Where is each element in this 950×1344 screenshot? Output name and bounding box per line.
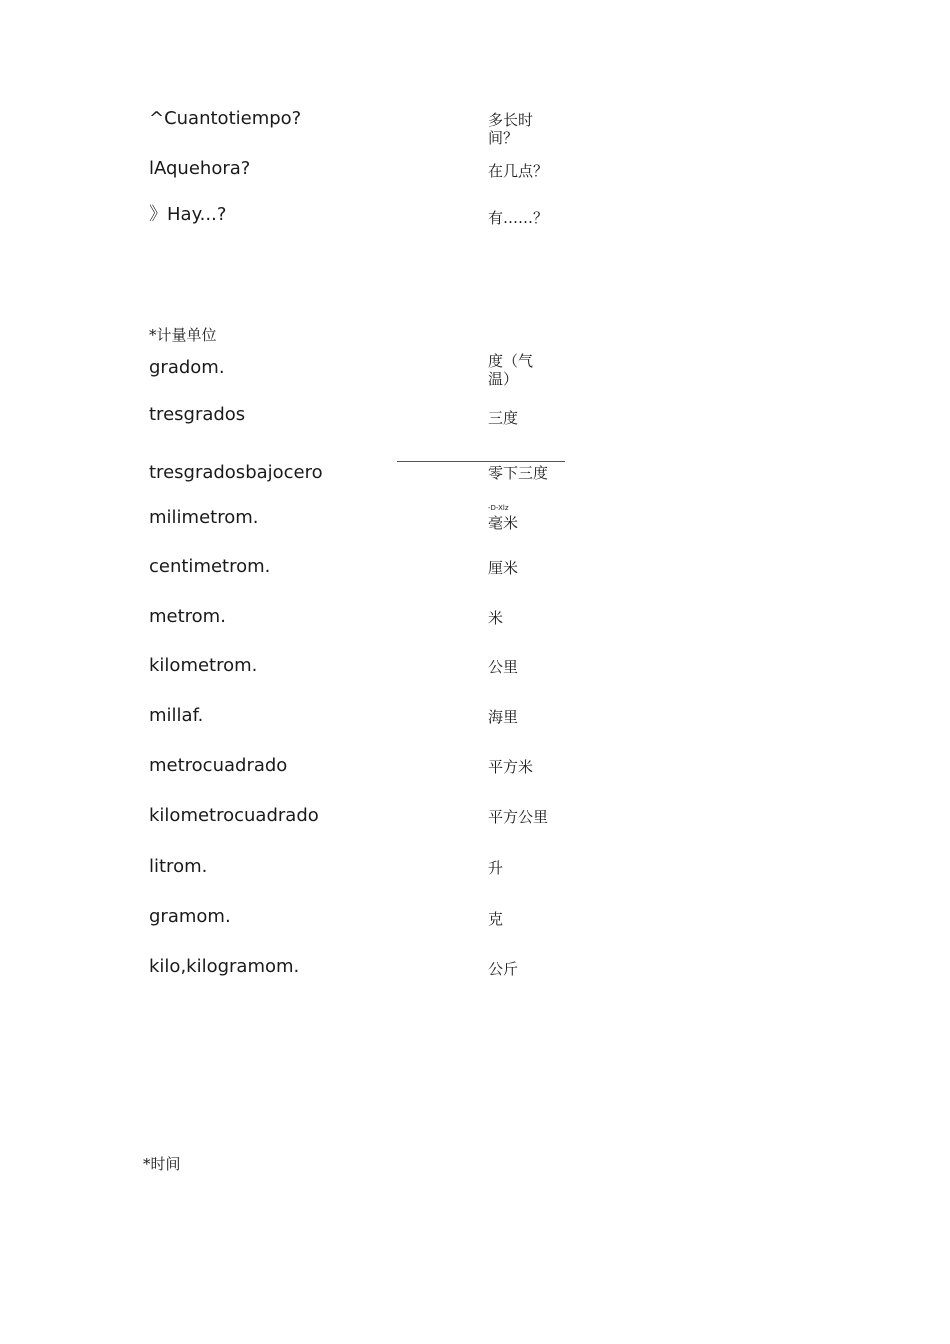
unit-es-bajocero: tresgradosbajocero: [149, 462, 323, 483]
unit-es-metro: metrom.: [149, 606, 226, 627]
unit-es-kilometrocuadrado: kilometrocuadrado: [149, 805, 319, 826]
question-es-2: lAquehora?: [149, 158, 251, 179]
units-heading: *计量单位: [149, 326, 217, 344]
unit-zh-tresgrados: 三度: [488, 409, 519, 427]
question-es-3: 》Hay...?: [149, 204, 227, 225]
unit-zh-bajocero: 零下三度: [488, 464, 549, 482]
unit-es-tresgrados: tresgrados: [149, 404, 246, 425]
unit-es-litro: litrom.: [149, 856, 208, 877]
unit-es-milla: millaf.: [149, 705, 204, 726]
unit-zh-centimetro: 厘米: [488, 559, 519, 577]
question-zh-2: 在几点？: [488, 162, 549, 180]
scan-artifact-text: -D-Xlz: [488, 504, 509, 512]
question-es-1: ^Cuantotiempo?: [149, 108, 302, 129]
unit-es-grado: gradom.: [149, 357, 225, 378]
unit-zh-gramo: 克: [488, 910, 504, 928]
unit-zh-metro: 米: [488, 609, 504, 627]
unit-es-gramo: gramom.: [149, 906, 231, 927]
question-zh-3: 有……？: [488, 209, 549, 227]
unit-es-metrocuadrado: metrocuadrado: [149, 755, 288, 776]
unit-es-centimetro: centimetrom.: [149, 556, 271, 577]
unit-es-kilogramo: kilo,kilogramom.: [149, 956, 300, 977]
horizontal-rule: [397, 461, 565, 462]
unit-zh-kilogramo: 公斤: [488, 960, 519, 978]
unit-zh-metrocuadrado: 平方米: [488, 758, 534, 776]
unit-zh-kilometrocuadrado: 平方公里: [488, 808, 549, 826]
question-zh-1: 多长时间？: [488, 111, 534, 147]
unit-es-kilometro: kilometrom.: [149, 655, 258, 676]
unit-zh-kilometro: 公里: [488, 658, 519, 676]
unit-zh-grado: 度（气温）: [488, 352, 534, 388]
unit-zh-milimetro: 毫米: [488, 514, 519, 532]
unit-zh-litro: 升: [488, 859, 504, 877]
unit-zh-milla: 海里: [488, 708, 519, 726]
unit-es-milimetro: milimetrom.: [149, 507, 259, 528]
time-heading: *时间: [143, 1155, 181, 1173]
